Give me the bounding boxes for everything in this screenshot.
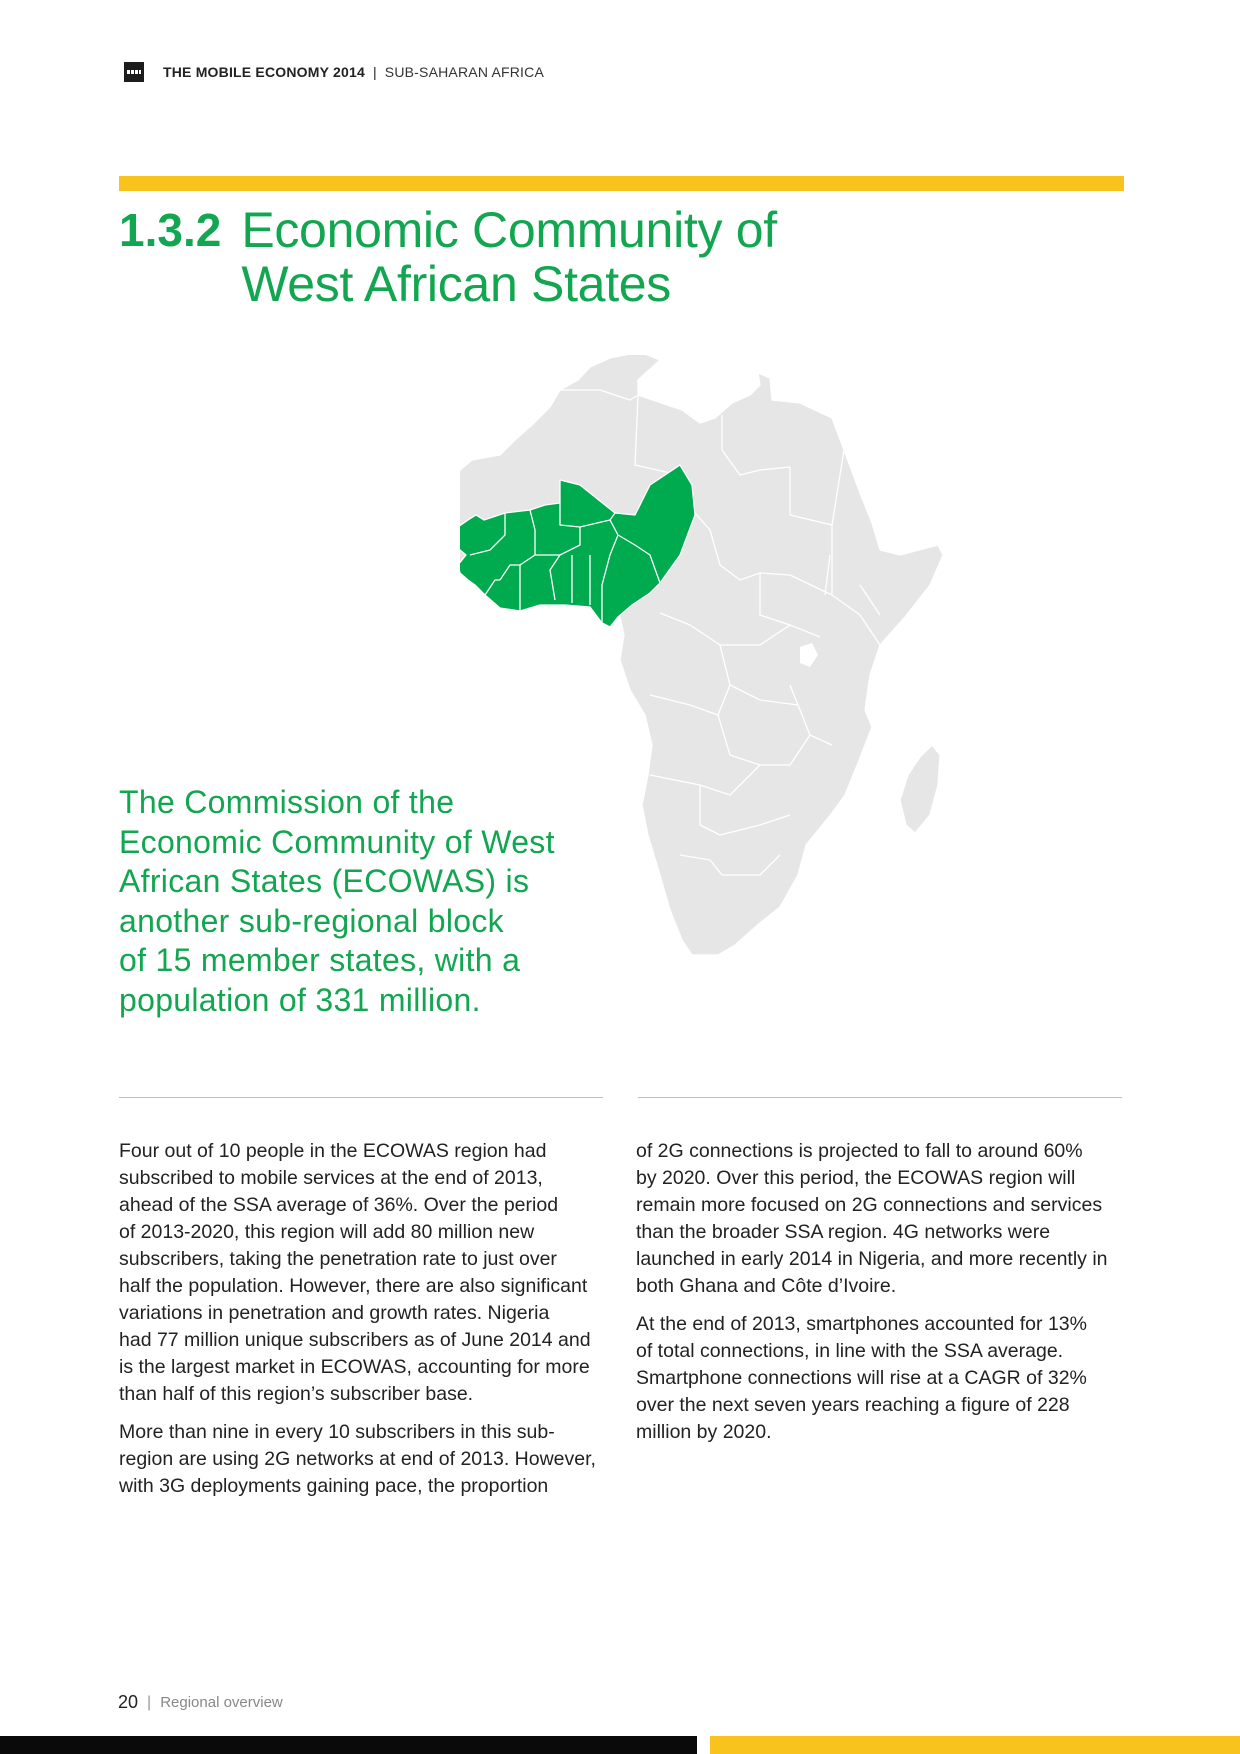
section-title	[241, 203, 777, 311]
intro-line: of 15 member states, with a	[119, 942, 521, 978]
running-header	[124, 62, 544, 82]
body-line: remain more focused on 2G connections and services	[636, 1194, 1103, 1216]
footer-bar-yellow	[710, 1736, 1240, 1754]
footer-bar-black	[0, 1736, 697, 1754]
body-column-left	[119, 1138, 619, 1511]
body-line: both Ghana and Côte d’Ivoire.	[636, 1275, 897, 1297]
body-line: of 2G connections is projected to fall to around 60%	[636, 1140, 1083, 1162]
body-line: launched in early 2014 in Nigeria, and more recently in	[636, 1248, 1108, 1270]
body-paragraph	[119, 1138, 619, 1408]
body-line: than the broader SSA region. 4G networks were	[636, 1221, 1051, 1243]
footer-separator: |	[147, 1693, 152, 1711]
body-line: region are using 2G networks at end of 2013. However,	[119, 1448, 596, 1470]
body-line: of total connections, in line with the SSA average.	[636, 1340, 1064, 1362]
intro-line: African States (ECOWAS) is	[119, 863, 530, 899]
section-title-line-1: Economic Community of	[241, 202, 777, 258]
intro-line: The Commission of the	[119, 784, 455, 820]
section-number: 1.3.2	[119, 204, 222, 256]
body-line: had 77 million unique subscribers as of June 2014 and	[119, 1329, 591, 1351]
intro-pull-quote	[119, 783, 639, 1020]
body-line: is the largest market in ECOWAS, accounting for more	[119, 1356, 590, 1378]
section-heading	[119, 203, 777, 311]
intro-line: another sub-regional block	[119, 902, 504, 939]
body-line: million by 2020.	[636, 1421, 772, 1443]
body-paragraph	[636, 1311, 1136, 1446]
madagascar	[900, 745, 940, 833]
body-paragraph	[119, 1419, 619, 1500]
body-line: over the next seven years reaching a figure of 228	[636, 1394, 1070, 1416]
body-line: subscribers, taking the penetration rate to just over	[119, 1248, 557, 1270]
body-line: half the population. However, there are also significant	[119, 1275, 588, 1297]
header-separator: |	[372, 64, 377, 80]
body-line: with 3G deployments gaining pace, the proportion	[119, 1475, 549, 1497]
title-accent-bar	[119, 176, 1124, 191]
body-line: More than nine in every 10 subscribers in this sub-	[119, 1421, 555, 1443]
publication-title: THE MOBILE ECONOMY 2014	[163, 64, 365, 80]
page-footer	[118, 1692, 283, 1713]
body-column-right	[636, 1138, 1136, 1457]
body-line: variations in penetration and growth rates. Nigeria	[119, 1302, 550, 1324]
page-number: 20	[118, 1692, 139, 1712]
body-line: by 2020. Over this period, the ECOWAS region will	[636, 1167, 1076, 1189]
intro-line: population of 331 million.	[119, 981, 481, 1018]
body-line: At the end of 2013, smartphones accounted for 13%	[636, 1313, 1087, 1335]
section-name: SUB-SAHARAN AFRICA	[384, 64, 544, 80]
divider-left	[119, 1097, 603, 1098]
body-line: Smartphone connections will rise at a CAGR of 32%	[636, 1367, 1087, 1389]
body-line: than half of this region’s subscriber base.	[119, 1383, 474, 1405]
body-paragraph	[636, 1138, 1136, 1300]
section-title-line-2: West African States	[241, 256, 671, 312]
footer-section: Regional overview	[160, 1694, 283, 1711]
body-line: of 2013-2020, this region will add 80 million new	[119, 1221, 535, 1243]
body-line: Four out of 10 people in the ECOWAS region had	[119, 1140, 547, 1162]
body-line: ahead of the SSA average of 36%. Over the period	[119, 1194, 559, 1216]
body-line: subscribed to mobile services at the end of 2013,	[119, 1167, 543, 1189]
divider-right	[638, 1097, 1122, 1098]
intro-line: Economic Community of West	[119, 823, 555, 860]
gsma-logo-icon	[124, 62, 144, 82]
